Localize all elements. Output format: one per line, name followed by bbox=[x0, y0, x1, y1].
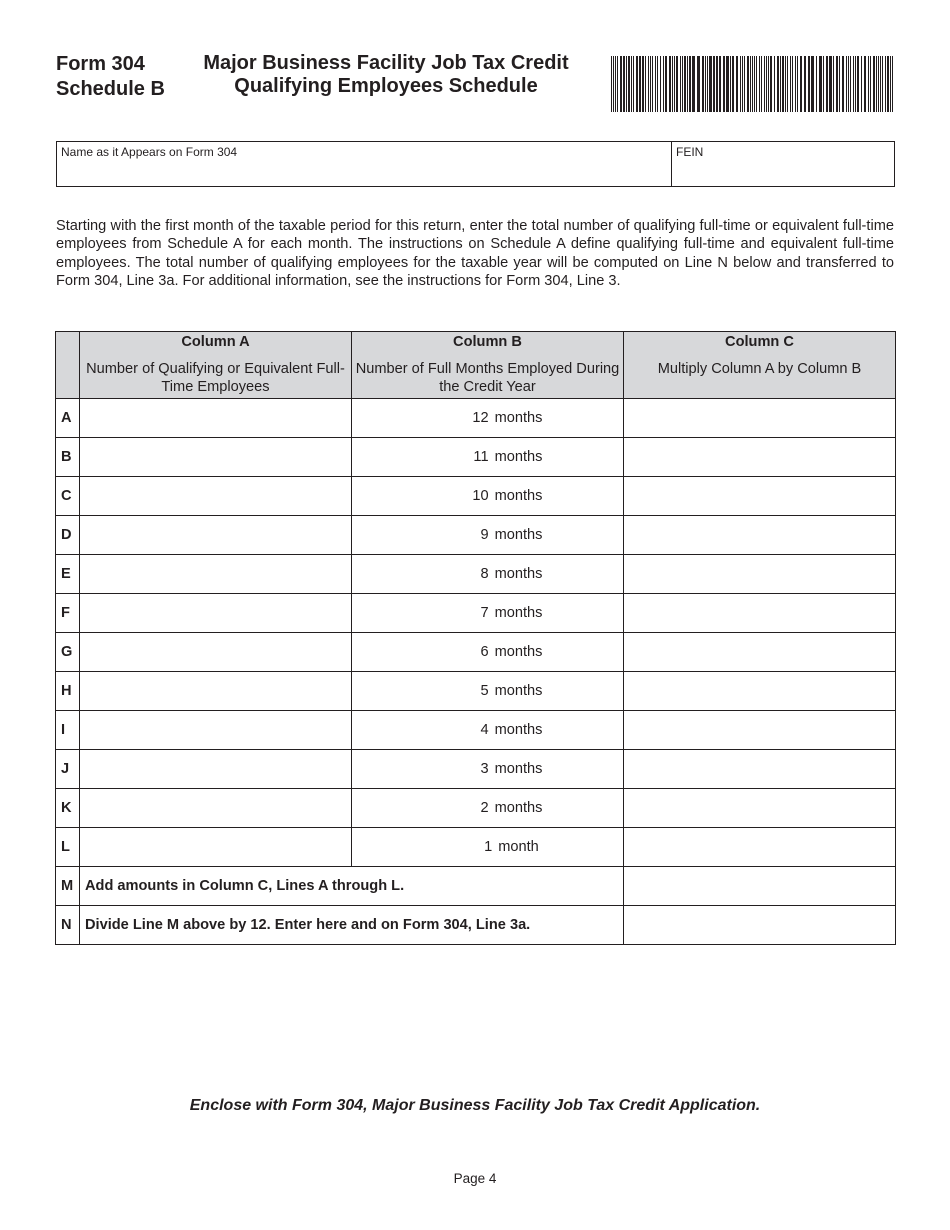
barcode-bar bbox=[853, 56, 854, 112]
barcode-bar bbox=[842, 56, 844, 112]
barcode-bar bbox=[736, 56, 738, 112]
months-number: 12 bbox=[472, 410, 489, 426]
months-unit: months bbox=[494, 449, 543, 465]
fein-field[interactable] bbox=[672, 142, 894, 186]
barcode-bar bbox=[663, 56, 664, 112]
column-a-input[interactable] bbox=[80, 594, 352, 633]
barcode-bar bbox=[665, 56, 667, 112]
line-letter: A bbox=[56, 399, 80, 438]
barcode-bar bbox=[657, 56, 658, 112]
barcode-bar bbox=[719, 56, 721, 112]
months-number: 7 bbox=[480, 605, 489, 621]
barcode-bar bbox=[870, 56, 871, 112]
barcode-bar bbox=[756, 56, 757, 112]
months-number: 10 bbox=[472, 488, 489, 504]
barcode-bar bbox=[713, 56, 715, 112]
barcode-bar bbox=[890, 56, 891, 112]
table-row bbox=[56, 477, 896, 516]
line-letter: D bbox=[56, 516, 80, 555]
barcode-bar bbox=[868, 56, 869, 112]
months-cell bbox=[352, 477, 624, 516]
barcode-bar bbox=[702, 56, 704, 112]
column-c-input[interactable] bbox=[624, 750, 896, 789]
barcode-bar bbox=[669, 56, 671, 112]
qualifying-employees-table bbox=[55, 331, 896, 945]
header-blank-cell bbox=[56, 332, 80, 399]
total-row-m bbox=[56, 867, 896, 906]
table-row bbox=[56, 672, 896, 711]
barcode-bar bbox=[623, 56, 625, 112]
barcode-bar bbox=[692, 56, 695, 112]
barcode-bar bbox=[782, 56, 784, 112]
barcode-bar bbox=[839, 56, 840, 112]
barcode-bar bbox=[816, 56, 817, 112]
page-number: Page 4 bbox=[453, 1171, 497, 1186]
barcode-bar bbox=[887, 56, 889, 112]
barcode-bar bbox=[636, 56, 638, 112]
line-letter: M bbox=[56, 867, 80, 906]
identification-box bbox=[56, 141, 895, 187]
barcode-bar bbox=[850, 56, 851, 112]
column-a-input[interactable] bbox=[80, 516, 352, 555]
barcode-bar bbox=[680, 56, 681, 112]
column-a-description: Number of Qualifying or Equivalent Full-Time Employees bbox=[86, 361, 345, 395]
table-row bbox=[56, 516, 896, 555]
line-letter: K bbox=[56, 789, 80, 828]
barcode-bar bbox=[861, 56, 862, 112]
barcode-bar bbox=[759, 56, 760, 112]
barcode-bar bbox=[611, 56, 612, 112]
barcode-bar bbox=[777, 56, 779, 112]
months-cell bbox=[352, 828, 624, 867]
column-a-header bbox=[80, 332, 352, 399]
table-header-row bbox=[56, 332, 896, 399]
barcode-bar bbox=[754, 56, 755, 112]
barcode-bar bbox=[697, 56, 700, 112]
column-c-description: Multiply Column A by Column B bbox=[657, 361, 862, 377]
barcode-bar bbox=[628, 56, 630, 112]
months-unit: months bbox=[494, 800, 543, 816]
table-row bbox=[56, 633, 896, 672]
column-a-input[interactable] bbox=[80, 750, 352, 789]
enclose-note: Enclose with Form 304, Major Business Facility Job Tax Credit Application. bbox=[189, 1097, 761, 1114]
barcode-bar bbox=[804, 56, 806, 112]
column-a-title: Column A bbox=[181, 334, 250, 350]
column-c-input[interactable] bbox=[624, 672, 896, 711]
barcode-bar bbox=[880, 56, 881, 112]
column-a-input[interactable] bbox=[80, 477, 352, 516]
form-title-line1: Major Business Facility Job Tax Credit bbox=[203, 52, 569, 74]
months-cell bbox=[352, 789, 624, 828]
name-field[interactable] bbox=[57, 142, 672, 186]
months-unit: months bbox=[494, 722, 543, 738]
line-letter: L bbox=[56, 828, 80, 867]
barcode-bar bbox=[790, 56, 791, 112]
barcode-bar bbox=[687, 56, 688, 112]
months-unit: months bbox=[494, 605, 543, 621]
barcode-bar bbox=[676, 56, 678, 112]
barcode-bar bbox=[800, 56, 802, 112]
barcode-bar bbox=[882, 56, 883, 112]
form-identifier bbox=[56, 52, 165, 102]
barcode-bar bbox=[873, 56, 875, 112]
barcode-bar bbox=[848, 56, 849, 112]
months-unit: months bbox=[494, 761, 543, 777]
barcode-bar bbox=[797, 56, 798, 112]
months-unit: months bbox=[494, 488, 543, 504]
months-number: 11 bbox=[473, 449, 489, 465]
table-row bbox=[56, 555, 896, 594]
barcode-bar bbox=[660, 56, 661, 112]
barcode-bar bbox=[752, 56, 753, 112]
column-a-input[interactable] bbox=[80, 711, 352, 750]
months-cell bbox=[352, 633, 624, 672]
column-c-input[interactable] bbox=[624, 477, 896, 516]
barcode-bar bbox=[744, 56, 745, 112]
barcode-bar bbox=[823, 56, 824, 112]
months-unit: months bbox=[494, 527, 543, 543]
column-a-input[interactable] bbox=[80, 672, 352, 711]
barcode-bar bbox=[792, 56, 793, 112]
months-cell bbox=[352, 711, 624, 750]
line-letter: H bbox=[56, 672, 80, 711]
barcode-bar bbox=[774, 56, 775, 112]
barcode-bar bbox=[829, 56, 832, 112]
line-letter: F bbox=[56, 594, 80, 633]
barcode-bar bbox=[885, 56, 886, 112]
form-number: Form 304 bbox=[56, 53, 145, 75]
barcode-bar bbox=[833, 56, 834, 112]
barcode-bar bbox=[878, 56, 879, 112]
line-letter: N bbox=[56, 906, 80, 945]
barcode-bar bbox=[682, 56, 683, 112]
column-a-input[interactable] bbox=[80, 438, 352, 477]
barcode-bar bbox=[626, 56, 627, 112]
barcode-bar bbox=[639, 56, 641, 112]
total-row-n bbox=[56, 906, 896, 945]
table-row bbox=[56, 438, 896, 477]
barcode-bar bbox=[787, 56, 788, 112]
form-title bbox=[186, 52, 586, 98]
column-c-input[interactable] bbox=[624, 633, 896, 672]
line-letter: G bbox=[56, 633, 80, 672]
months-number: 1 bbox=[484, 839, 493, 855]
months-cell bbox=[352, 399, 624, 438]
column-c-input[interactable] bbox=[624, 399, 896, 438]
months-number: 5 bbox=[480, 683, 489, 699]
line-letter: I bbox=[56, 711, 80, 750]
months-number: 2 bbox=[480, 800, 489, 816]
column-a-input[interactable] bbox=[80, 633, 352, 672]
barcode-bar bbox=[811, 56, 814, 112]
total-n-label: Divide Line M above by 12. Enter here and on Form 304, Line 3a. bbox=[80, 906, 624, 945]
column-b-header bbox=[352, 332, 624, 399]
barcode-bar bbox=[716, 56, 718, 112]
months-cell bbox=[352, 672, 624, 711]
table-row bbox=[56, 711, 896, 750]
instructions-paragraph: Starting with the first month of the taxable period for this return, enter the total number of qualifying full-time or equivalent full-time employees from Schedule A for each month. The instructions on Schedule A define qualifying full-time and equivalent full-time employees. The total number of qualifying employees for the taxable year will be computed on Line N below and transferred to Form 304, Line 3a. For additional information, see the instructions for Form 304, Line 3. bbox=[56, 218, 894, 289]
total-m-input[interactable] bbox=[624, 867, 896, 906]
barcode-bar bbox=[631, 56, 632, 112]
barcode-bar bbox=[730, 56, 731, 112]
barcode-bar bbox=[785, 56, 786, 112]
form-title-line2: Qualifying Employees Schedule bbox=[234, 75, 538, 97]
column-a-input[interactable] bbox=[80, 555, 352, 594]
months-cell bbox=[352, 438, 624, 477]
column-c-input[interactable] bbox=[624, 711, 896, 750]
column-c-input[interactable] bbox=[624, 789, 896, 828]
months-cell bbox=[352, 516, 624, 555]
barcode-bar bbox=[740, 56, 741, 112]
fein-label: FEIN bbox=[676, 145, 704, 159]
table-row bbox=[56, 750, 896, 789]
barcode-bar bbox=[642, 56, 644, 112]
column-a-input[interactable] bbox=[80, 789, 352, 828]
column-a-input[interactable] bbox=[80, 399, 352, 438]
column-c-header bbox=[624, 332, 896, 399]
barcode-bar bbox=[732, 56, 734, 112]
line-letter: C bbox=[56, 477, 80, 516]
barcode-bar bbox=[645, 56, 646, 112]
months-number: 4 bbox=[480, 722, 489, 738]
table-row bbox=[56, 828, 896, 867]
barcode-bar bbox=[770, 56, 772, 112]
barcode-bar bbox=[764, 56, 765, 112]
barcode-bar bbox=[826, 56, 828, 112]
barcode-bar bbox=[819, 56, 822, 112]
line-letter: B bbox=[56, 438, 80, 477]
column-b-title: Column B bbox=[453, 334, 522, 350]
column-a-input[interactable] bbox=[80, 828, 352, 867]
barcode-bar bbox=[674, 56, 675, 112]
barcode-bar bbox=[648, 56, 649, 112]
months-unit: months bbox=[494, 410, 543, 426]
barcode-bar bbox=[652, 56, 653, 112]
column-c-input[interactable] bbox=[624, 438, 896, 477]
months-cell bbox=[352, 594, 624, 633]
barcode-bar bbox=[726, 56, 729, 112]
barcode-bar bbox=[876, 56, 877, 112]
column-c-input[interactable] bbox=[624, 594, 896, 633]
table-row bbox=[56, 789, 896, 828]
barcode-bar bbox=[892, 56, 893, 112]
barcode-bar bbox=[617, 56, 618, 112]
barcode-bar bbox=[620, 56, 622, 112]
column-b-description: Number of Full Months Employed During the Credit Year bbox=[355, 361, 620, 395]
barcode-bar bbox=[857, 56, 859, 112]
column-c-input[interactable] bbox=[624, 516, 896, 555]
barcode-bar bbox=[705, 56, 706, 112]
months-cell bbox=[352, 555, 624, 594]
barcode-bar bbox=[836, 56, 838, 112]
months-number: 6 bbox=[480, 644, 489, 660]
months-unit: months bbox=[494, 644, 543, 660]
barcode-bar bbox=[795, 56, 796, 112]
months-cell bbox=[352, 750, 624, 789]
barcode-bar bbox=[846, 56, 847, 112]
barcode-bar bbox=[750, 56, 751, 112]
barcode-bar bbox=[689, 56, 691, 112]
total-n-input[interactable] bbox=[624, 906, 896, 945]
total-m-label: Add amounts in Column C, Lines A through L. bbox=[80, 867, 624, 906]
barcode-bar bbox=[723, 56, 725, 112]
months-unit: months bbox=[494, 566, 543, 582]
table-row bbox=[56, 399, 896, 438]
barcode-bar bbox=[707, 56, 708, 112]
barcode-bar bbox=[650, 56, 651, 112]
months-number: 8 bbox=[480, 566, 489, 582]
table-row bbox=[56, 594, 896, 633]
barcode-bar bbox=[684, 56, 686, 112]
months-number: 9 bbox=[480, 527, 489, 543]
barcode-bar bbox=[633, 56, 634, 112]
barcode-bar bbox=[709, 56, 712, 112]
months-unit: months bbox=[494, 683, 543, 699]
barcode-bar bbox=[864, 56, 866, 112]
barcode-bar bbox=[761, 56, 762, 112]
column-c-input[interactable] bbox=[624, 555, 896, 594]
schedule-label: Schedule B bbox=[56, 78, 165, 100]
name-label: Name as it Appears on Form 304 bbox=[61, 145, 238, 159]
barcode-bar bbox=[768, 56, 769, 112]
barcode-bar bbox=[808, 56, 810, 112]
months-unit: month bbox=[498, 839, 539, 855]
column-c-title: Column C bbox=[725, 334, 794, 350]
barcode-bar bbox=[747, 56, 749, 112]
barcode-image bbox=[611, 56, 893, 112]
barcode-bar bbox=[855, 56, 856, 112]
line-letter: E bbox=[56, 555, 80, 594]
months-number: 3 bbox=[480, 761, 489, 777]
barcode-bar bbox=[780, 56, 781, 112]
barcode-bar bbox=[615, 56, 616, 112]
line-letter: J bbox=[56, 750, 80, 789]
barcode-bar bbox=[672, 56, 673, 112]
barcode-bar bbox=[766, 56, 767, 112]
barcode-bar bbox=[613, 56, 614, 112]
barcode-bar bbox=[742, 56, 743, 112]
barcode-bar bbox=[655, 56, 656, 112]
column-c-input[interactable] bbox=[624, 828, 896, 867]
